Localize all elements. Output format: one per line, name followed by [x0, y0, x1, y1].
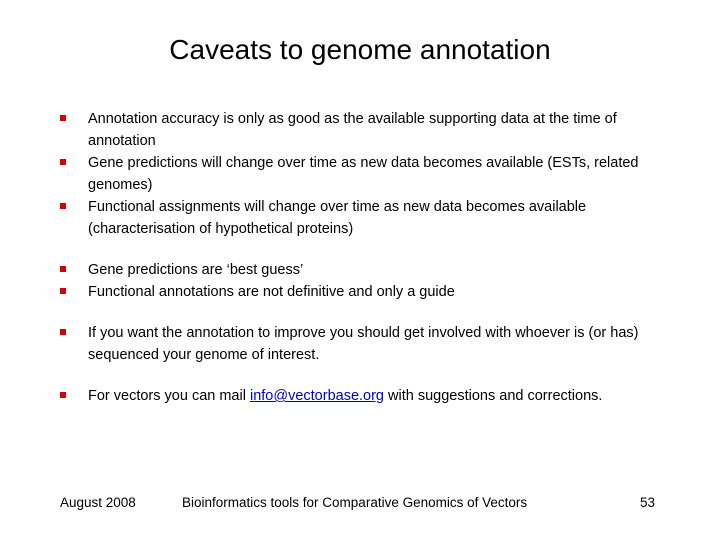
bullet-text: If you want the annotation to improve you should get involved with whoever is (or has) sequenced your genome of interest.: [88, 325, 639, 363]
square-bullet-icon: [60, 288, 66, 294]
bullet-item: [60, 196, 670, 240]
bullet-text: Gene predictions will change over time as new data becomes available (ESTs, related genomes): [88, 155, 639, 193]
bullet-item: [60, 108, 670, 152]
bullet-text: Functional annotations are not definitive and only a guide: [88, 284, 455, 300]
footer-title: Bioinformatics tools for Comparative Genomics of Vectors: [182, 495, 528, 510]
bullet-text: Annotation accuracy is only as good as the available supporting data at the time of annotation: [88, 111, 617, 149]
bullet-text: For vectors you can mail: [88, 388, 250, 404]
group-spacer: [60, 366, 670, 385]
bullet-item: [60, 259, 670, 281]
square-bullet-icon: [60, 392, 66, 398]
group-spacer: [60, 240, 670, 259]
slide-title: Caveats to genome annotation: [169, 34, 551, 65]
bullet-item: [60, 281, 670, 303]
square-bullet-icon: [60, 159, 66, 165]
bullet-text: Functional assignments will change over time as new data becomes available (characterisation of hypothetical proteins): [88, 199, 587, 237]
bullet-item: [60, 322, 670, 366]
bullet-list: [60, 108, 670, 407]
square-bullet-icon: [60, 329, 66, 335]
square-bullet-icon: [60, 266, 66, 272]
footer-date: August 2008: [60, 495, 136, 510]
square-bullet-icon: [60, 203, 66, 209]
group-spacer: [60, 303, 670, 322]
bullet-text: Gene predictions are ‘best guess’: [88, 262, 304, 278]
square-bullet-icon: [60, 115, 66, 121]
bullet-text: with suggestions and corrections.: [384, 388, 603, 404]
page-number: 53: [640, 495, 656, 510]
bullet-item-contact: [60, 385, 670, 407]
email-link[interactable]: info@vectorbase.org: [249, 388, 384, 404]
bullet-item: [60, 152, 670, 196]
